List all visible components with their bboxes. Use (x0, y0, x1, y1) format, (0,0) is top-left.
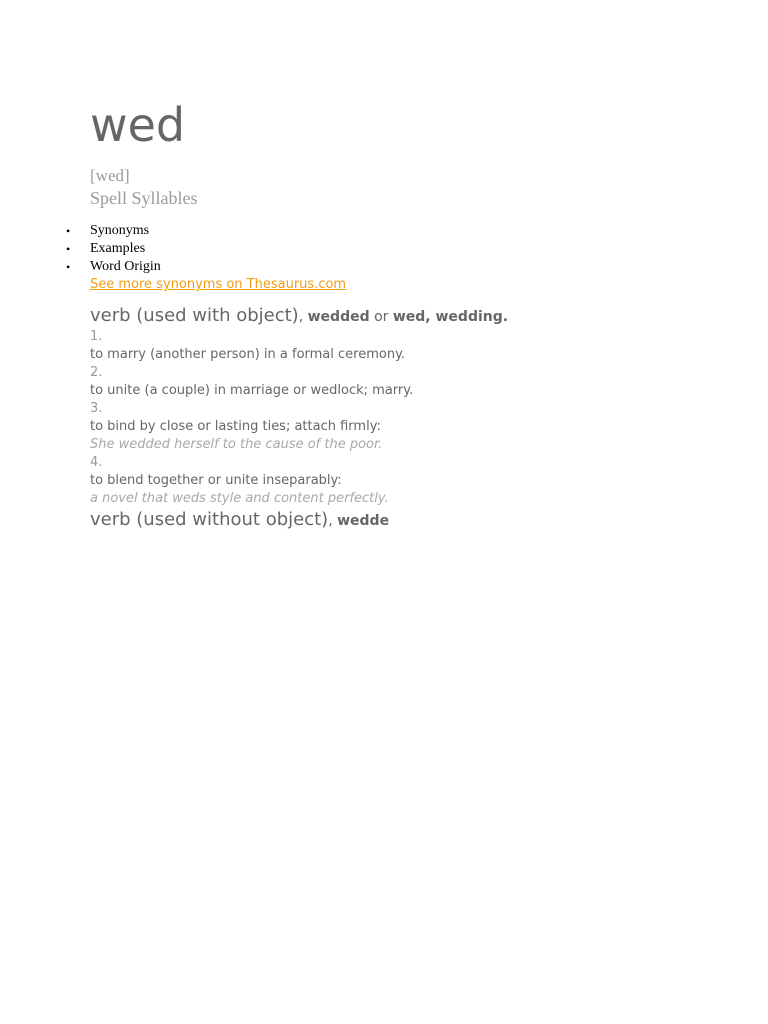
tab-synonyms[interactable] (0, 222, 768, 240)
definition-example: She wedded herself to the cause of the poor. (90, 437, 383, 452)
entry-tabs (0, 222, 768, 276)
tab-label: Word Origin (90, 259, 161, 274)
part-of-speech: verb (used without object) (90, 509, 329, 530)
bullet-icon: • (66, 260, 71, 274)
definition-number: 2. (90, 365, 103, 380)
definition-number: 1. (90, 329, 103, 344)
bullet-icon: • (66, 224, 71, 238)
pronunciation: [wed] (90, 166, 130, 185)
tab-label: Examples (90, 241, 146, 256)
inflected-form: wedde (337, 513, 390, 529)
definition-number: 3. (90, 401, 103, 416)
thesaurus-link[interactable]: See more synonyms on Thesaurus.com (90, 277, 347, 292)
part-of-speech-line (90, 508, 389, 533)
tab-label: Synonyms (90, 223, 150, 238)
definition-example: a novel that weds style and content perfectly. (90, 491, 389, 506)
spell-syllables-toggle[interactable]: Spell Syllables (90, 188, 198, 208)
separator: , (328, 513, 338, 529)
definition-text: to bind by close or lasting ties; attach firmly: (90, 419, 381, 434)
bullet-icon: • (66, 242, 71, 256)
definition-list (90, 328, 690, 508)
definition-text: to unite (a couple) in marriage or wedlock; marry. (90, 383, 414, 398)
separator: , (298, 309, 308, 325)
definition-text: to blend together or unite inseparably: (90, 473, 342, 488)
part-of-speech: verb (used with object) (90, 305, 299, 326)
headword: wed (90, 98, 186, 152)
definition-text: to marry (another person) in a formal ceremony. (90, 347, 406, 362)
tab-word-origin[interactable] (0, 258, 768, 276)
part-of-speech-line (90, 304, 508, 329)
inflected-form: wedded (307, 309, 370, 325)
inflected-form: wed, wedding. (392, 309, 509, 325)
definition-number: 4. (90, 455, 103, 470)
tab-examples[interactable] (0, 240, 768, 258)
or-text: or (369, 309, 393, 325)
